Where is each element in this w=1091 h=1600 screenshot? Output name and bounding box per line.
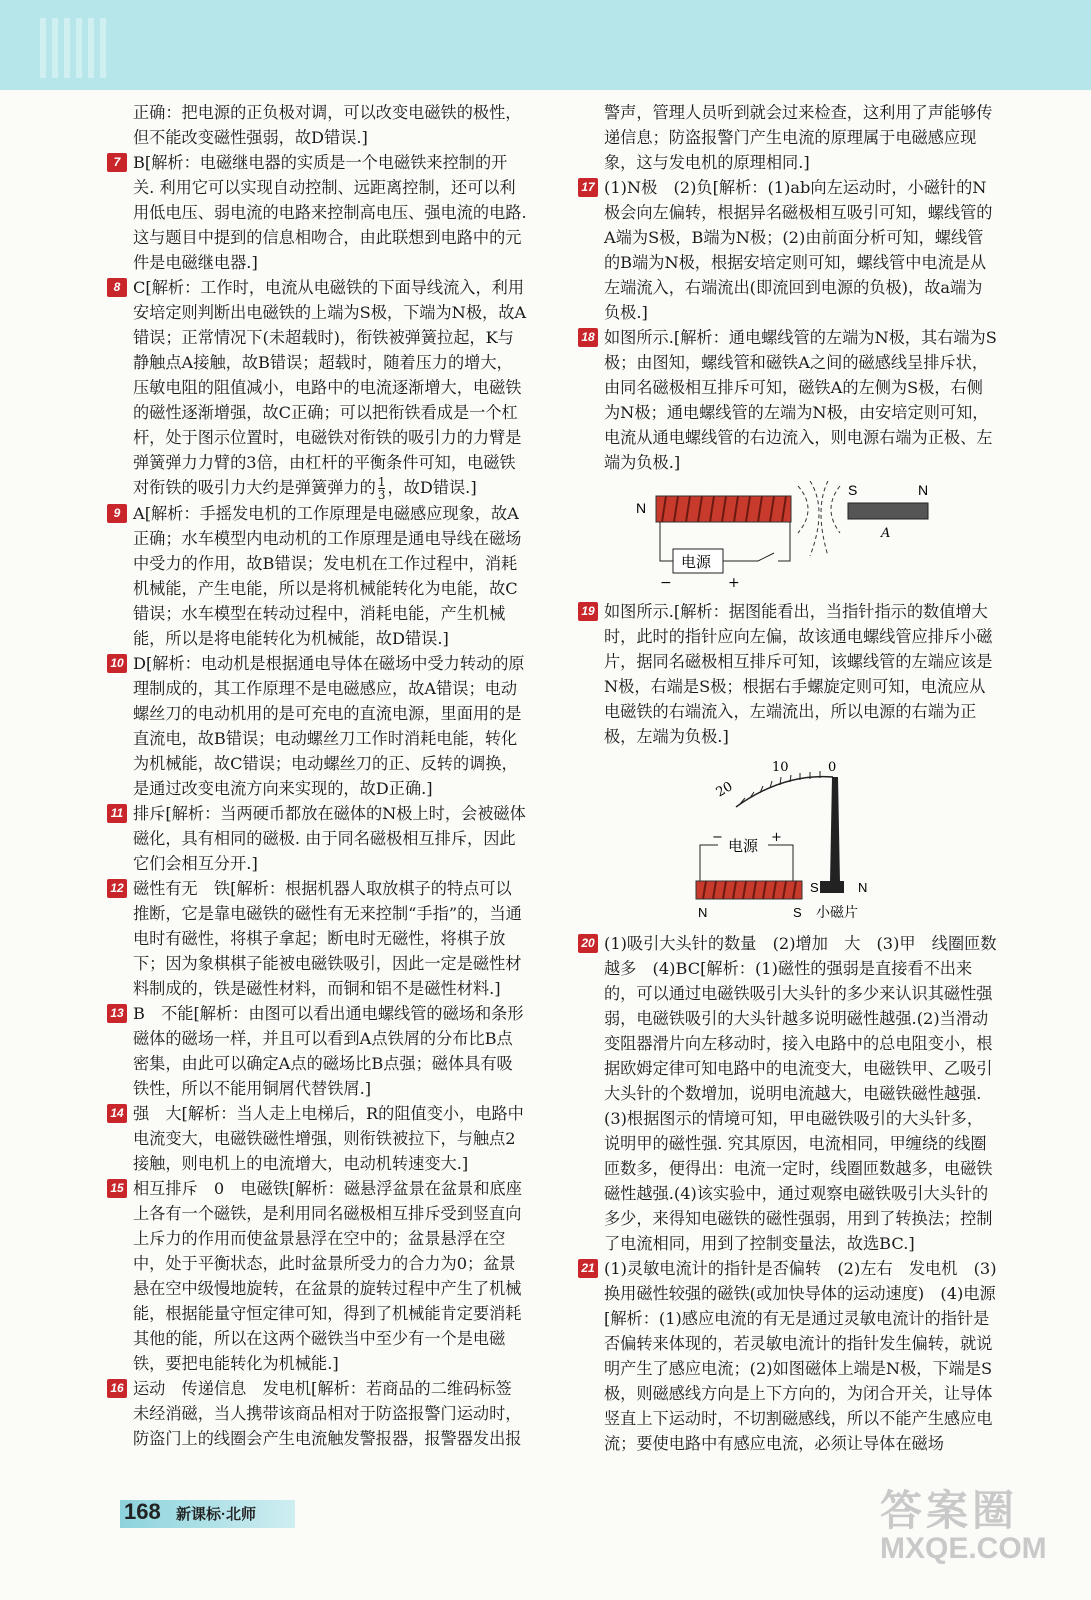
bar-magnet-a — [848, 503, 928, 519]
scale-10: 10 — [772, 760, 789, 775]
answer-text: (1)N极 (2)负[解析：(1)ab向左运动时，小磁针的N极会向左偏转，根据异名磁极相互吸引可知，螺线管的A端为S极，B端为N极；(2)由前面分析可知，螺线管的B端为N极，根据安培定则可知，螺线管中电流是从左端流入，右端流出(即流回到电源的负极)，故a端为负极.] — [604, 178, 993, 322]
magnet-n-label: N — [918, 482, 929, 498]
answer-text: (1)灵敏电流计的指针是否偏转 (2)左右 发电机 (3)换用磁性较强的磁铁(或加快导体的运动速度) (4)电源[解析：(1)感应电流的有无是通过灵敏电流计的指针是否偏转来体现的，若灵敏电流计的指针发生偏转，就说明产生了感应电流；(2)如图磁体上端是N极，下端是S极，则磁感线方向是上下方向的，为闭合开关，让导体竖直上下运动时，不切割磁感线，所以不能产生感应电流；要使电路中有感应电流，必须让导体在磁场 — [604, 1259, 997, 1453]
answer-item — [578, 175, 998, 325]
answer-text: 磁性有无 铁[解析：根据机器人取放棋子的特点可以推断，它是靠电磁铁的磁性有无来控制“手指”的，当通电时有磁性，将棋子拿起；断电时无磁性，将棋子放下；因为象棋棋子能被电磁铁吸引，因此一定是磁性材料制成的，铁是磁性材料，而铜和铝不是磁性材料.] — [133, 879, 522, 998]
answer-item — [107, 651, 527, 801]
left-column — [107, 100, 527, 1451]
item-number: 13 — [107, 1004, 127, 1023]
answer-item — [107, 1176, 527, 1376]
answer-text: D[解析：电动机是根据通电导体在磁场中受力转动的原理制成的，其工作原理不是电磁感应，故A错误；电动螺丝刀的电动机用的是可充电的直流电源，里面用的是直流电，故B错误；电动螺丝刀工作时消耗电能，转化为机械能，故C错误；电动螺丝刀的正、反转的调换，是通过改变电流方向来实现的，故D正确.] — [133, 654, 525, 798]
item-number: 17 — [578, 178, 598, 197]
power-source-label: 电源 — [681, 553, 712, 571]
answer-text: B 不能[解析：由图可以看出通电螺线管的磁场和条形磁体的磁场一样，并且可以看到A点铁屑的分布比B点密集，由此可以确定A点的磁场比B点强；磁体具有吸铁性，所以不能用铜屑代替铁屑.] — [133, 1004, 524, 1098]
switch — [723, 553, 774, 561]
watermark — [880, 1488, 1047, 1564]
watermark-en: MXQE.COM — [880, 1532, 1047, 1565]
item-number: 20 — [578, 934, 598, 953]
answer-text: 强 大[解析：当人走上电梯后，R的阻值变小，电路中电流变大，电磁铁磁性增强，则衔铁被拉下，与触点2接触，则电机上的电流增大，电动机转速变大.] — [133, 1104, 524, 1173]
answer-text: (1)吸引大头针的数量 (2)增加 大 (3)甲 线圈匝数越多 (4)BC[解析：(1)磁性的强弱是直接看不出来的，可以通过电磁铁吸引大头针的多少来认识其磁性强弱，电磁铁吸引的大头针越多说明磁性越强.(2)当滑动变阻器滑片向左移动时，接入电路中的总电阻变小，根据欧姆定律可知电路中的电流变大，电磁铁甲、乙吸引大头针的个数增加，说明电流越大，电磁铁磁性越强.(3)根据图示的情境可知，甲电磁铁吸引的大头针多，说明甲的磁性强. 究其原因，电流相同，甲缠绕的线圈匝数多，便得出：电流一定时，线圈匝数越多，电磁铁磁性越强.(4)该实验中，通过观察电磁铁吸引大头针的多少，来得知电磁铁的磁性强弱，用到了转换法；控制了电流相同，用到了控制变量法，故选BC.] — [604, 934, 997, 1253]
meter-pointer — [830, 777, 840, 883]
power-minus: − — [712, 830, 723, 845]
small-magnet — [820, 881, 844, 893]
solenoid-n-label: N — [636, 500, 647, 516]
item-number: 16 — [107, 1379, 127, 1398]
answer-item — [107, 275, 527, 501]
answer-text-main: C[解析：工作时，电流从电磁铁的下面导线流入，利用安培定则判断出电磁铁的上端为S极，下端为N极，故A错误；正常情况下(未超载时)，衔铁被弹簧拉起，K与静触点A接触，故B错误；超载时，随着压力的增大，压敏电阻的阻值减小，电路中的电流逐渐增大，电磁铁的磁性逐渐增强，故C正确；可以把衔铁看成是一个杠杆，处于图示位置时，电磁铁对衔铁的吸引力的力臂是弹簧弹力力臂的3倍，由杠杆的平衡条件可知，电磁铁对衔铁的吸引力大约是弹簧弹力的 — [133, 278, 527, 497]
item-number: 12 — [107, 879, 127, 898]
solenoid-diagram — [578, 481, 998, 593]
answer-item — [107, 876, 527, 1001]
item-number: 14 — [107, 1104, 127, 1123]
scale-20: 20 — [713, 779, 736, 801]
item-number: 9 — [107, 504, 127, 523]
item-number: 11 — [107, 804, 127, 823]
coil-n-label: N — [698, 905, 708, 920]
answer-item — [578, 1256, 998, 1456]
scale-0: 0 — [828, 760, 837, 775]
answer-text: B[解析：电磁继电器的实质是一个电磁铁来控制的开关. 利用它可以实现自动控制、远距离控制，还可以利用低电压、弱电流的电路来控制高电压、强电流的电路. 这与题目中提到的信息相吻合，由此联想到电路中的元件是电磁继电器.] — [133, 153, 527, 272]
figure-meter-solenoid — [578, 755, 998, 925]
small-magnet-s: S — [810, 880, 819, 895]
item-number: 21 — [578, 1259, 598, 1278]
page-number: 168 — [124, 1499, 161, 1524]
header-band — [0, 0, 1091, 90]
answer-text: 运动 传递信息 发电机[解析：若商品的二维码标签未经消磁，当人携带该商品相对于防盗报警门运动时，防盗门上的线圈会产生电流触发警报器，报警器发出报 — [133, 1379, 522, 1448]
answer-text — [133, 275, 527, 501]
wire-left — [660, 522, 673, 561]
continuation-text: 警声，管理人员听到就会过来检查，这利用了声能够传递信息；防盗报警门产生电流的原理属于电磁感应现象，这与发电机的原理相同.] — [604, 103, 993, 172]
fraction-numerator: 1 — [377, 475, 386, 489]
wire-right — [778, 522, 790, 561]
meter-ticks — [740, 771, 820, 804]
item-number: 7 — [107, 153, 127, 172]
item-number: 18 — [578, 328, 598, 347]
answer-item — [107, 150, 527, 275]
header-decoration — [40, 18, 110, 78]
item-number: 15 — [107, 1179, 127, 1198]
minus-terminal: − — [660, 575, 672, 591]
answer-text: A[解析：手摇发电机的工作原理是电磁感应现象，故A正确；水车模型内电动机的工作原理是通电导线在磁场中受力的作用，故B错误；发电机在工作过程中，消耗机械能，产生电能，所以是将机械能转化为电能，故C错误；水车模型在转动过程中，消耗电能，产生机械能，所以是将电能转化为机械能，故D错误.] — [133, 504, 522, 648]
figure-solenoid-magnet — [578, 481, 998, 593]
continuation-text: 正确：把电源的正负极对调，可以改变电磁铁的极性，但不能改变磁性强弱，故D错误.] — [133, 103, 522, 147]
magnet-s-label: S — [848, 482, 858, 498]
meter-diagram — [578, 755, 998, 925]
answer-text: 相互排斥 0 电磁铁[解析：磁悬浮盆景在盆景和底座上各有一个磁铁，是利用同名磁极相互排斥受到竖直向上斥力的作用而使盆景悬浮在空中的；盆景悬浮在空中，处于平衡状态，此时盆景所受力的合力为0；盆景悬在空中级慢地旋转，在盆景的旋转过程中产生了机械能，根据能量守恒定律可知，得到了机械能肯定要消耗其他的能，所以在这两个磁铁当中至少有一个是电磁铁，要把电能转化为机械能.] — [133, 1179, 522, 1373]
answer-item — [107, 801, 527, 876]
item-number: 8 — [107, 278, 127, 297]
magnet-a-label: A — [881, 526, 891, 541]
small-magnet-n: N — [858, 880, 868, 895]
power-label: 电源 — [728, 837, 759, 855]
meter-scale-arc — [736, 777, 833, 807]
series-label: 新课标·北师 — [176, 1506, 256, 1523]
item-number: 10 — [107, 654, 127, 673]
answer-text: 如图所示.[解析：据图能看出，当指针指示的数值增大时，此时的指针应向左偏，故该通电螺线管应排斥小磁片，据同名磁极相互排斥可知，该螺线管的左端应该是N极，右端是S极；根据右手螺旋定则可知，电流应从电磁铁的右端流入，左端流出，所以电源的右端为正极，左端为负极.] — [604, 602, 993, 746]
answer-text: 如图所示.[解析：通电螺线管的左端为N极，其右端为S极；由图知，螺线管和磁铁A之间的磁感线呈排斥状，由同名磁极相互排斥可知，磁铁A的左侧为S极，右侧为N极；通电螺线管的左端为N极，由安培定则可知，电流从通电螺线管的右边流入，则电源右端为正极、左端为负极.] — [604, 328, 997, 472]
item-number: 19 — [578, 602, 598, 621]
fraction — [378, 476, 386, 501]
answer-item — [107, 1376, 527, 1451]
answer-text-tail: ，故D错误.] — [387, 478, 477, 497]
answer-item — [107, 1001, 527, 1101]
answer-item — [578, 599, 998, 749]
plus-terminal: + — [728, 575, 740, 591]
field-lines — [798, 481, 840, 556]
answer-item — [578, 325, 998, 475]
small-magnet-label: 小磁片 — [816, 905, 858, 921]
watermark-cn: 答案圈 — [880, 1487, 1019, 1534]
right-column — [578, 100, 998, 1456]
power-plus: + — [771, 830, 782, 845]
fraction-denominator: 3 — [377, 488, 386, 502]
coil-s-label: S — [793, 905, 802, 920]
answer-text: 排斥[解析：当两硬币都放在磁体的N极上时，会被磁体磁化，具有相同的磁极. 由于同名磁极相互排斥，因此它们会相互分开.] — [133, 804, 526, 873]
answer-item — [107, 1101, 527, 1176]
answer-item — [107, 501, 527, 651]
answer-item — [578, 931, 998, 1256]
